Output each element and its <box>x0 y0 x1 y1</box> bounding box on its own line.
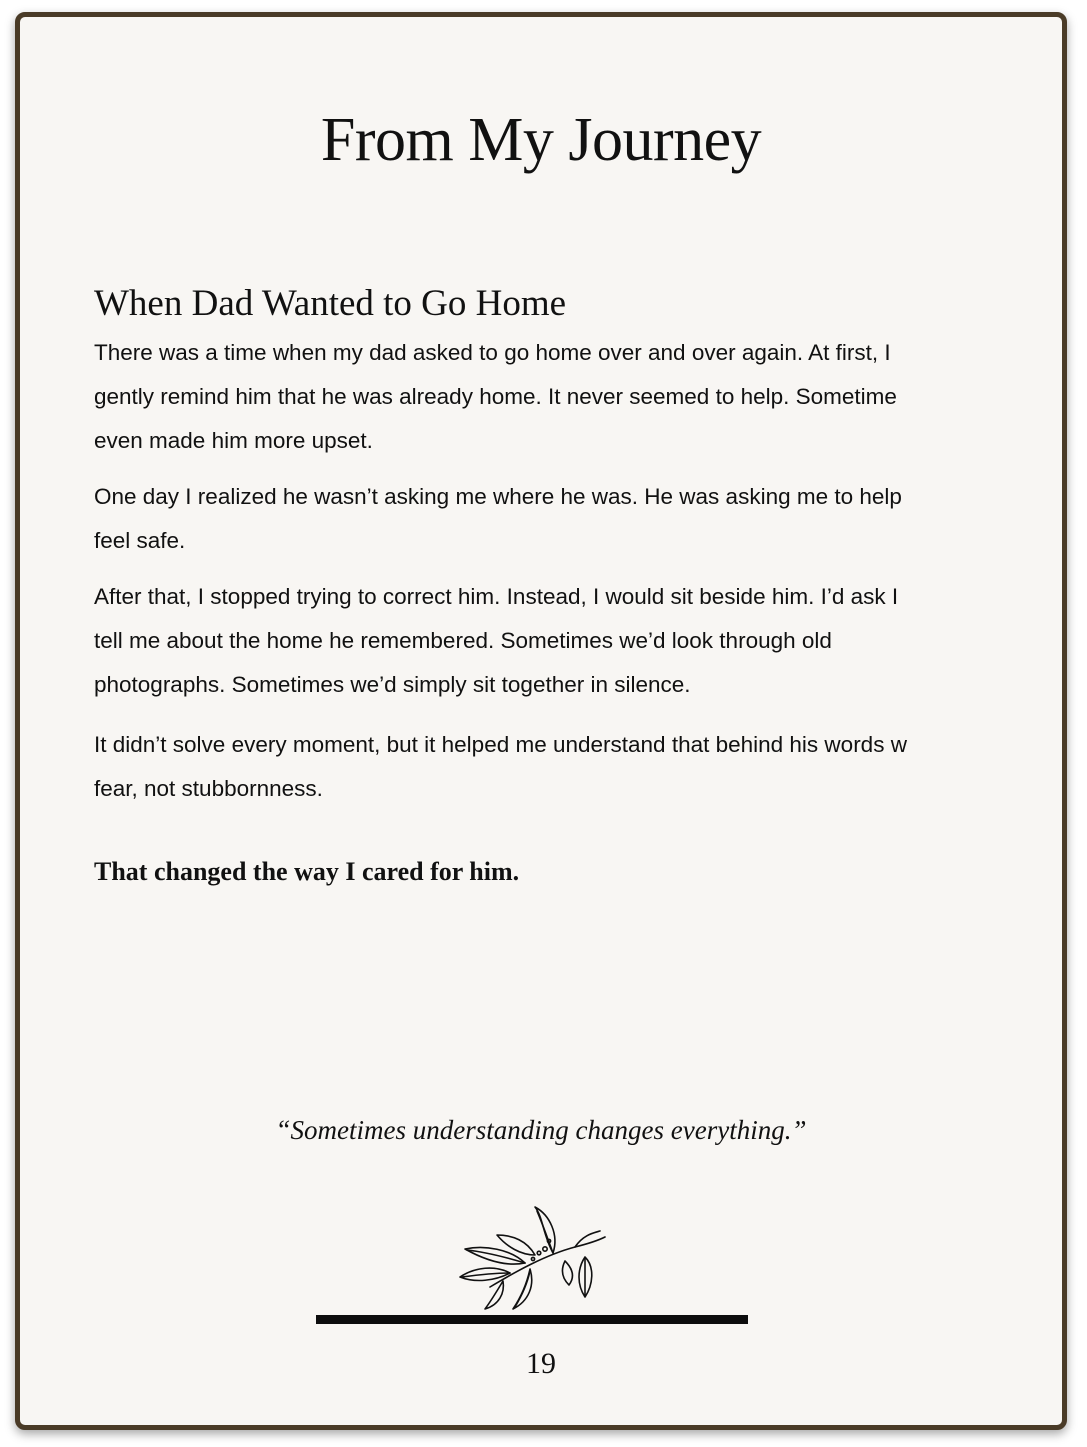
story-paragraph: After that, I stopped trying to correct him. Instead, I would sit beside him. I’d ask I tell me about the home he remembered. Sometimes we’d look through old photographs. Sometimes we’d simply sit together in silence. <box>94 584 899 697</box>
story-section <box>94 282 994 887</box>
story-closing-line: That changed the way I cared for him. <box>94 857 520 886</box>
story-paragraph: One day I realized he wasn’t asking me where he was. He was asking me to help feel safe. <box>94 484 902 553</box>
page-title: From My Journey <box>320 106 762 174</box>
leaf-sprig-icon <box>435 1197 615 1317</box>
pull-quote: “Sometimes understanding changes everything.” <box>275 1115 807 1145</box>
story-paragraph: There was a time when my dad asked to go home over and over again. At first, I gently remind him that he was already home. It never seemed to help. Sometime even made him more upset. <box>94 340 897 453</box>
footer-rule <box>316 1315 748 1324</box>
story-heading: When Dad Wanted to Go Home <box>94 283 567 324</box>
book-page <box>15 12 1067 1430</box>
story-paragraph: It didn’t solve every moment, but it helped me understand that behind his words w fear, not stubbornness. <box>94 732 907 801</box>
page-number: 19 <box>526 1347 556 1380</box>
